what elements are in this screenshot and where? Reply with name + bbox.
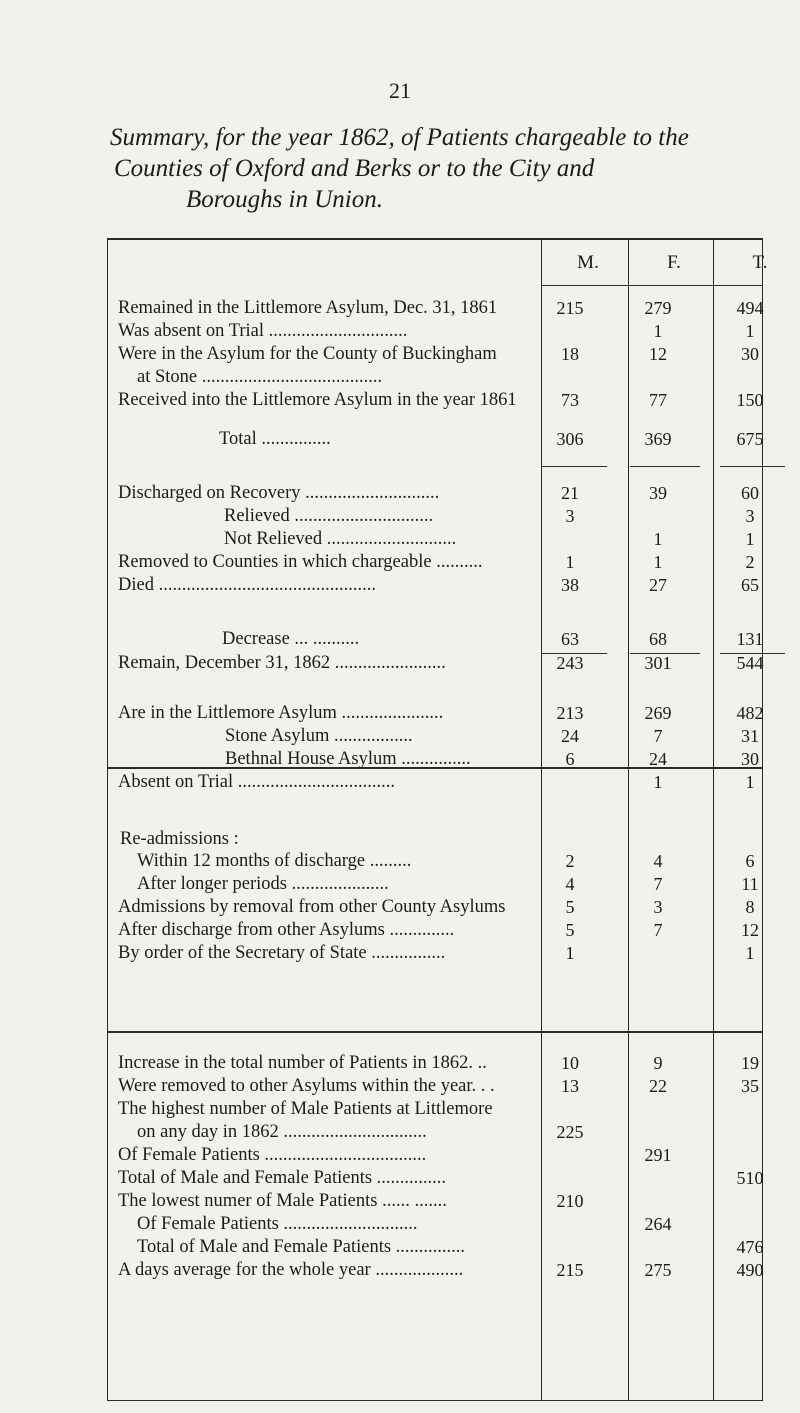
table-row	[0, 942, 800, 964]
row-label: Total ...............	[219, 429, 331, 449]
table-row	[0, 551, 800, 573]
cell-f: 3	[653, 897, 663, 917]
cell-t: 30	[741, 344, 759, 364]
row-label: By order of the Secretary of State ................	[118, 943, 446, 963]
row-label: Total of Male and Female Patients ...............	[137, 1237, 466, 1257]
row-label: Removed to Counties in which chargeable ..........	[118, 552, 483, 572]
row-label: The lowest numer of Male Patients ...... .......	[118, 1191, 447, 1211]
table-row	[0, 919, 800, 941]
cell-t: 544	[736, 653, 764, 673]
cell-t: 510	[736, 1168, 764, 1188]
cell-m: 21	[561, 483, 579, 503]
table-row	[0, 652, 800, 674]
cell-t: 19	[741, 1053, 759, 1073]
row-label: Are in the Littlemore Asylum ......................	[118, 703, 444, 723]
cell-t: 8	[745, 897, 755, 917]
table-row	[0, 828, 800, 850]
cell-t: 476	[736, 1237, 764, 1257]
cell-m: 215	[556, 298, 584, 318]
cell-m: 63	[561, 629, 579, 649]
row-label: A days average for the whole year ...................	[118, 1260, 464, 1280]
cell-f: 369	[644, 429, 672, 449]
cell-f: 24	[649, 749, 667, 769]
cell-m: 243	[556, 653, 584, 673]
table-row	[0, 1190, 800, 1212]
cell-t: 65	[741, 575, 759, 595]
page-title	[110, 122, 750, 215]
table-row	[0, 1213, 800, 1235]
cell-m: 38	[561, 575, 579, 595]
table-row	[0, 528, 800, 550]
cell-m: 1	[565, 943, 575, 963]
cell-t: 482	[736, 703, 764, 723]
cell-m: 5	[565, 920, 575, 940]
cell-m: 6	[565, 749, 575, 769]
cell-t: 6	[745, 851, 755, 871]
cell-f: 291	[644, 1145, 672, 1165]
row-label: Bethnal House Asylum ...............	[225, 749, 471, 769]
cell-t: 1	[745, 529, 755, 549]
cell-f: 7	[653, 920, 663, 940]
cell-f: 275	[644, 1260, 672, 1280]
row-label: After discharge from other Asylums ..............	[118, 920, 455, 940]
cell-t: 131	[736, 629, 764, 649]
cell-t: 60	[741, 483, 759, 503]
table-row	[0, 505, 800, 527]
cell-m: 306	[556, 429, 584, 449]
row-label: Total of Male and Female Patients ...............	[118, 1168, 447, 1188]
cell-t: 675	[736, 429, 764, 449]
column-header-t: T.	[752, 252, 768, 273]
table-row	[0, 850, 800, 872]
cell-m: 5	[565, 897, 575, 917]
cell-t: 490	[736, 1260, 764, 1280]
row-label: Within 12 months of discharge .........	[137, 851, 412, 871]
row-label: Remain, December 31, 1862 ........................	[118, 653, 446, 673]
cell-f: 279	[644, 298, 672, 318]
cell-m: 2	[565, 851, 575, 871]
cell-m: 13	[561, 1076, 579, 1096]
cell-t: 30	[741, 749, 759, 769]
row-label: Discharged on Recovery .............................	[118, 483, 440, 503]
cell-m: 215	[556, 1260, 584, 1280]
row-label: Re-admissions :	[120, 829, 239, 849]
page-number: 21	[389, 78, 411, 103]
row-label: Were in the Asylum for the County of Buckingham	[118, 344, 497, 364]
table-row	[0, 628, 800, 650]
table-row	[0, 1052, 800, 1074]
table-row	[0, 873, 800, 895]
cell-f: 301	[644, 653, 672, 673]
table-row	[0, 771, 800, 793]
row-label: Of Female Patients ...................................	[118, 1145, 427, 1165]
cell-f: 1	[653, 529, 663, 549]
cell-t: 1	[745, 943, 755, 963]
cell-m: 210	[556, 1191, 584, 1211]
table-row	[0, 343, 800, 365]
row-label: After longer periods .....................	[137, 874, 389, 894]
cell-f: 77	[649, 390, 667, 410]
table-row	[0, 1259, 800, 1281]
cell-m: 213	[556, 703, 584, 723]
cell-m: 225	[556, 1122, 584, 1142]
table-row	[0, 482, 800, 504]
cell-t: 1	[745, 321, 755, 341]
table-row	[0, 574, 800, 596]
cell-t: 494	[736, 298, 764, 318]
table-row	[0, 297, 800, 319]
cell-m: 73	[561, 390, 579, 410]
title-line-2: Counties of Oxford and Berks or to the City and	[114, 155, 595, 182]
column-header-m: M.	[577, 252, 599, 273]
row-label: Decrease ... ..........	[222, 629, 360, 649]
cell-t: 11	[741, 874, 759, 894]
row-label: Remained in the Littlemore Asylum, Dec. 31, 1861	[118, 298, 498, 318]
cell-f: 9	[653, 1053, 663, 1073]
cell-m: 18	[561, 344, 579, 364]
title-line-3: Boroughs in Union.	[186, 186, 383, 213]
row-label: Not Relieved ............................	[224, 529, 457, 549]
row-label: Of Female Patients .............................	[137, 1214, 418, 1234]
cell-f: 39	[649, 483, 667, 503]
table-row	[0, 748, 800, 770]
cell-f: 12	[649, 344, 667, 364]
table-row	[0, 1098, 800, 1120]
table-row	[0, 1167, 800, 1189]
table-row	[0, 725, 800, 747]
cell-f: 4	[653, 851, 663, 871]
table-row	[0, 428, 800, 450]
cell-f: 68	[649, 629, 667, 649]
cell-f: 7	[653, 874, 663, 894]
table-row	[0, 1144, 800, 1166]
row-label: Received into the Littlemore Asylum in the year 1861	[118, 390, 517, 410]
cell-m: 10	[561, 1053, 579, 1073]
cell-f: 1	[653, 552, 663, 572]
row-label: Were removed to other Asylums within the year. . .	[118, 1076, 495, 1096]
row-label: at Stone .......................................	[137, 367, 383, 387]
cell-m: 4	[565, 874, 575, 894]
cell-m: 1	[565, 552, 575, 572]
cell-t: 1	[745, 772, 755, 792]
row-label: The highest number of Male Patients at Littlemore	[118, 1099, 493, 1119]
cell-t: 150	[736, 390, 764, 410]
column-header-f: F.	[667, 252, 681, 273]
row-label: Admissions by removal from other County Asylums	[118, 897, 506, 917]
row-label: Stone Asylum .................	[225, 726, 413, 746]
cell-t: 12	[741, 920, 759, 940]
table-row	[0, 389, 800, 411]
cell-f: 27	[649, 575, 667, 595]
table-row	[0, 1075, 800, 1097]
table-row	[0, 896, 800, 918]
table-row	[0, 702, 800, 724]
cell-t: 3	[745, 506, 755, 526]
cell-f: 22	[649, 1076, 667, 1096]
cell-f: 264	[644, 1214, 672, 1234]
row-label: Relieved ..............................	[224, 506, 434, 526]
cell-m: 3	[565, 506, 575, 526]
row-label: on any day in 1862 ...............................	[137, 1122, 427, 1142]
table-row	[0, 1121, 800, 1143]
cell-f: 7	[653, 726, 663, 746]
row-label: Increase in the total number of Patients in 1862. ..	[118, 1053, 487, 1073]
title-line-1: Summary, for the year 1862, of Patients chargeable to the	[110, 124, 689, 151]
cell-t: 2	[745, 552, 755, 572]
cell-f: 1	[653, 321, 663, 341]
table-row	[0, 320, 800, 342]
row-label: Was absent on Trial ..............................	[118, 321, 408, 341]
cell-t: 31	[741, 726, 759, 746]
cell-m: 24	[561, 726, 579, 746]
cell-t: 35	[741, 1076, 759, 1096]
cell-f: 269	[644, 703, 672, 723]
table-row	[0, 366, 800, 388]
table-row	[0, 1236, 800, 1258]
row-label: Absent on Trial ..................................	[118, 772, 396, 792]
cell-f: 1	[653, 772, 663, 792]
row-label: Died ...............................................	[118, 575, 376, 595]
